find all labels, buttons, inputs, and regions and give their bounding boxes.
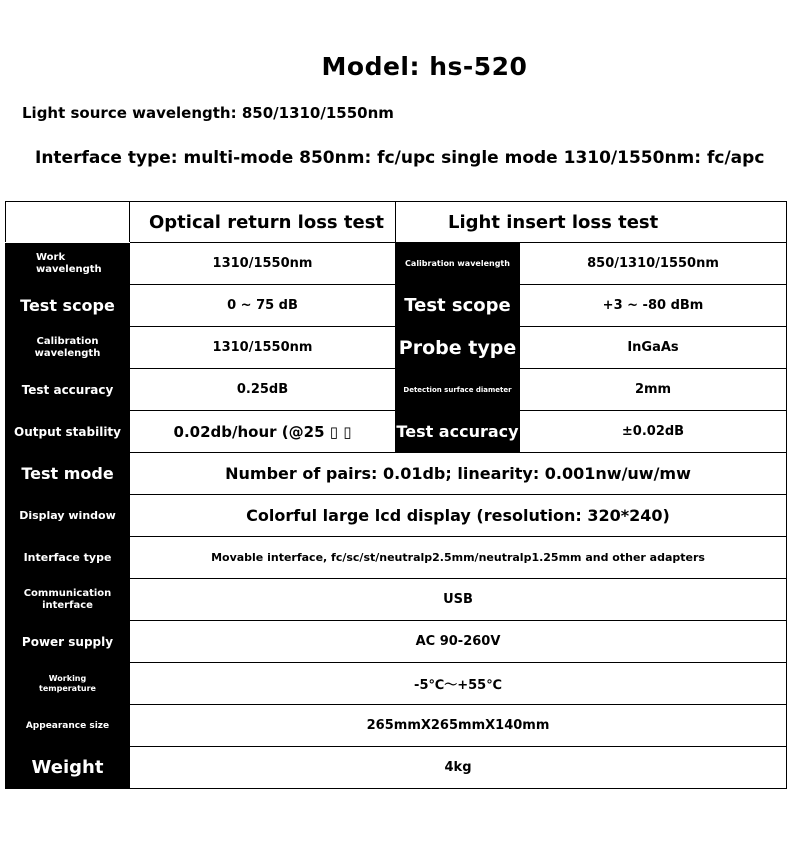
spec-table: [5, 201, 787, 789]
row-value: AC 90-260V: [130, 621, 787, 663]
table-row: [6, 621, 787, 663]
header-blank-cell: [6, 202, 130, 243]
row-label: Calibration wavelength: [396, 243, 520, 285]
model-title: Model: hs-520: [321, 52, 528, 81]
row-value: InGaAs: [520, 327, 787, 369]
row-value: 1310/1550nm: [130, 243, 396, 285]
row-value: 0 ~ 75 dB: [130, 285, 396, 327]
row-value: 4kg: [130, 747, 787, 789]
header-light-insert-loss: Light insert loss test: [396, 202, 787, 243]
row-label: Detection surface diameter: [396, 369, 520, 411]
row-value: Movable interface, fc/sc/st/neutralp2.5mm/neutralp1.25mm and other adapters: [130, 537, 787, 579]
row-value: 2mm: [520, 369, 787, 411]
row-value: 0.25dB: [130, 369, 396, 411]
row-value: 850/1310/1550nm: [520, 243, 787, 285]
table-row: [6, 705, 787, 747]
row-value: 1310/1550nm: [130, 327, 396, 369]
table-row: [6, 285, 787, 327]
table-row: [6, 327, 787, 369]
row-label: Calibration wavelength: [6, 327, 130, 369]
row-value: Colorful large lcd display (resolution: 320*240): [130, 495, 787, 537]
light-source-wavelength: Light source wavelength: 850/1310/1550nm: [22, 104, 394, 122]
row-label: Appearance size: [6, 705, 130, 747]
table-row: [6, 453, 787, 495]
table-row: [6, 243, 787, 285]
row-label: Test accuracy: [396, 411, 520, 453]
row-value: +3 ~ -80 dBm: [520, 285, 787, 327]
table-row: [6, 369, 787, 411]
interface-type-line: Interface type: multi-mode 850nm: fc/upc single mode 1310/1550nm: fc/apc: [35, 148, 765, 168]
row-label: Working temperature: [6, 663, 130, 705]
row-value: 265mmX265mmX140mm: [130, 705, 787, 747]
row-label: Interface type: [6, 537, 130, 579]
row-value: Number of pairs: 0.01db; linearity: 0.001nw/uw/mw: [130, 453, 787, 495]
table-header-row: [6, 202, 787, 243]
row-label: Test scope: [6, 285, 130, 327]
table-row: [6, 495, 787, 537]
header-optical-return-loss: Optical return loss test: [130, 202, 396, 243]
table-row: [6, 411, 787, 453]
row-label: Test scope: [396, 285, 520, 327]
row-value: USB: [130, 579, 787, 621]
row-label: Work wavelength: [6, 243, 130, 285]
row-label: Output stability: [6, 411, 130, 453]
row-label: Communication interface: [6, 579, 130, 621]
row-value: 0.02db/hour (@25 ▯ ▯: [130, 411, 396, 453]
row-label: Test mode: [6, 453, 130, 495]
table-row: [6, 747, 787, 789]
row-label: Power supply: [6, 621, 130, 663]
row-value: ±0.02dB: [520, 411, 787, 453]
row-label: Probe type: [396, 327, 520, 369]
table-row: [6, 537, 787, 579]
row-value: -5℃～+55℃: [130, 663, 787, 705]
table-row: [6, 579, 787, 621]
row-label: Test accuracy: [6, 369, 130, 411]
row-label: Weight: [6, 747, 130, 789]
table-row: [6, 663, 787, 705]
row-label: Display window: [6, 495, 130, 537]
